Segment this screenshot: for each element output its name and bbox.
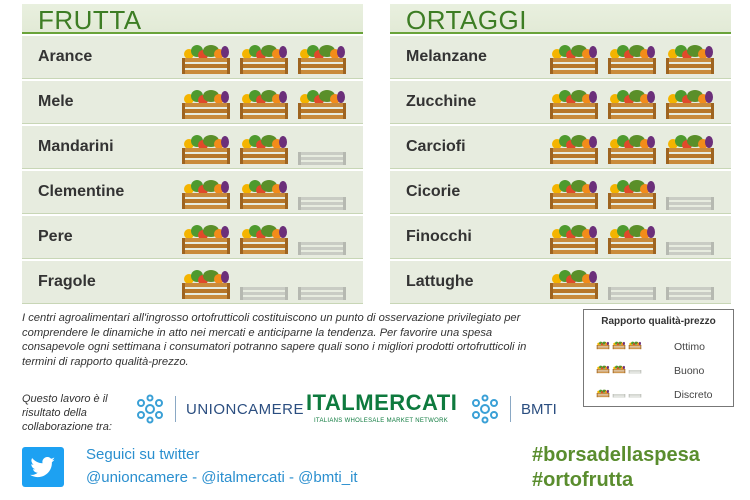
product-row: [390, 81, 731, 124]
crate-of-produce-icon: [179, 131, 233, 165]
legend-label: Ottimo: [674, 341, 705, 353]
rating-crates: [179, 176, 349, 210]
legend-crates: [596, 386, 642, 400]
crate-of-produce-icon: [605, 41, 659, 75]
crate-of-produce-icon: [605, 86, 659, 120]
crate-of-produce-icon: [605, 176, 659, 210]
empty-crate-icon: [663, 221, 717, 255]
twitter-icon[interactable]: [22, 447, 64, 487]
collaboration-text: Questo lavoro è il risultato della collaborazione tra:: [22, 393, 112, 433]
product-label: Fragole: [38, 273, 96, 290]
crate-of-produce-icon: [663, 86, 717, 120]
product-label: Cicorie: [406, 183, 461, 200]
panel-title-frutta: FRUTTA: [22, 4, 363, 34]
product-label: Clementine: [38, 183, 125, 200]
hashtag-borsadellaspesa[interactable]: #borsadellaspesa: [532, 444, 700, 466]
empty-crate-icon: [295, 266, 349, 300]
unioncamere-text: UNIONCAMERE: [186, 400, 305, 418]
product-row: [390, 126, 731, 169]
product-label: Mandarini: [38, 138, 114, 155]
empty-crate-icon: [295, 131, 349, 165]
legend-row: [596, 362, 726, 382]
legend-crates: [596, 338, 642, 352]
frutta-rows: [22, 36, 363, 304]
product-label: Finocchi: [406, 228, 472, 245]
product-label: Mele: [38, 93, 74, 110]
crate-of-produce-icon: [596, 338, 610, 352]
legend-title: Rapporto qualità-prezzo: [601, 316, 716, 327]
product-label: Pere: [38, 228, 73, 245]
crate-of-produce-icon: [237, 176, 291, 210]
crate-of-produce-icon: [612, 338, 626, 352]
crate-of-produce-icon: [237, 41, 291, 75]
legend-box: [583, 309, 734, 407]
product-row: [22, 261, 363, 304]
product-row: [22, 126, 363, 169]
crate-of-produce-icon: [179, 221, 233, 255]
twitter-handles[interactable]: @unioncamere - @italmercati - @bmti_it: [86, 469, 358, 486]
twitter-bird-icon: [22, 447, 64, 487]
empty-crate-icon: [663, 266, 717, 300]
crate-of-produce-icon: [547, 131, 601, 165]
crate-of-produce-icon: [295, 86, 349, 120]
product-row: [22, 216, 363, 259]
crate-of-produce-icon: [663, 131, 717, 165]
legend-label: Buono: [674, 365, 705, 377]
rating-crates: [547, 86, 717, 120]
legend-label: Discreto: [674, 389, 713, 401]
unioncamere-mark-icon: [133, 394, 167, 424]
crate-of-produce-icon: [663, 41, 717, 75]
bmti-mark-icon: [468, 394, 502, 424]
product-row: [390, 36, 731, 79]
rating-crates: [179, 86, 349, 120]
product-row: [22, 171, 363, 214]
rating-crates: [547, 266, 717, 300]
bmti-logo: [468, 394, 557, 424]
product-label: Lattughe: [406, 273, 474, 290]
hashtag-ortofrutta[interactable]: #ortofrutta: [532, 469, 634, 491]
product-row: [390, 261, 731, 304]
legend-crates: [596, 362, 642, 376]
crate-of-produce-icon: [547, 266, 601, 300]
frutta-panel: [22, 4, 363, 304]
crate-of-produce-icon: [605, 131, 659, 165]
logo-divider: [175, 396, 176, 422]
crate-of-produce-icon: [547, 41, 601, 75]
product-row: [22, 36, 363, 79]
empty-crate-icon: [628, 362, 642, 376]
description-text: I centri agroalimentari all'ingrosso ortofrutticoli costituiscono un punto di osservazione privilegiato per comprendere le dinamiche in atto nei mercati e anticiparne la tendenza. Per favorire una spesa consapevole ogni settimana i consumatori potranno sapere quali sono i migliori prodotti ortofrutticoli in termini di rapporto qualità-prezzo.: [22, 312, 527, 368]
crate-of-produce-icon: [295, 41, 349, 75]
crate-of-produce-icon: [547, 221, 601, 255]
crate-of-produce-icon: [179, 41, 233, 75]
crate-of-produce-icon: [547, 86, 601, 120]
legend-row: [596, 386, 726, 406]
empty-crate-icon: [628, 386, 642, 400]
product-label: Melanzane: [406, 48, 487, 65]
crate-of-produce-icon: [179, 176, 233, 210]
italmercati-text: ITALMERCATI: [306, 390, 458, 415]
unioncamere-logo: [133, 394, 304, 424]
rating-crates: [179, 266, 349, 300]
crate-of-produce-icon: [596, 362, 610, 376]
twitter-title[interactable]: Seguici su twitter: [86, 446, 200, 463]
bmti-text: BMTI: [521, 400, 557, 418]
crate-of-produce-icon: [605, 221, 659, 255]
product-label: Carciofi: [406, 138, 466, 155]
crate-of-produce-icon: [547, 176, 601, 210]
legend-row: [596, 338, 726, 358]
rating-crates: [179, 221, 349, 255]
logo-divider: [510, 396, 511, 422]
italmercati-subtitle: ITALIANS WHOLESALE MARKET NETWORK: [313, 418, 449, 424]
empty-crate-icon: [605, 266, 659, 300]
rating-crates: [179, 41, 349, 75]
rating-crates: [179, 131, 349, 165]
rating-crates: [547, 131, 717, 165]
ortaggi-rows: [390, 36, 731, 304]
crate-of-produce-icon: [179, 86, 233, 120]
crate-of-produce-icon: [237, 86, 291, 120]
crate-of-produce-icon: [596, 386, 610, 400]
product-row: [390, 171, 731, 214]
crate-of-produce-icon: [628, 338, 642, 352]
panel-title-ortaggi: ORTAGGI: [390, 4, 731, 34]
product-label: Arance: [38, 48, 93, 65]
empty-crate-icon: [237, 266, 291, 300]
crate-of-produce-icon: [237, 221, 291, 255]
italmercati-logo: [306, 390, 456, 424]
crate-of-produce-icon: [237, 131, 291, 165]
rating-crates: [547, 176, 717, 210]
empty-crate-icon: [295, 176, 349, 210]
rating-crates: [547, 41, 717, 75]
crate-of-produce-icon: [612, 362, 626, 376]
empty-crate-icon: [295, 221, 349, 255]
empty-crate-icon: [663, 176, 717, 210]
empty-crate-icon: [612, 386, 626, 400]
product-row: [22, 81, 363, 124]
product-row: [390, 216, 731, 259]
ortaggi-panel: [390, 4, 731, 304]
crate-of-produce-icon: [179, 266, 233, 300]
rating-crates: [547, 221, 717, 255]
product-label: Zucchine: [406, 93, 477, 110]
